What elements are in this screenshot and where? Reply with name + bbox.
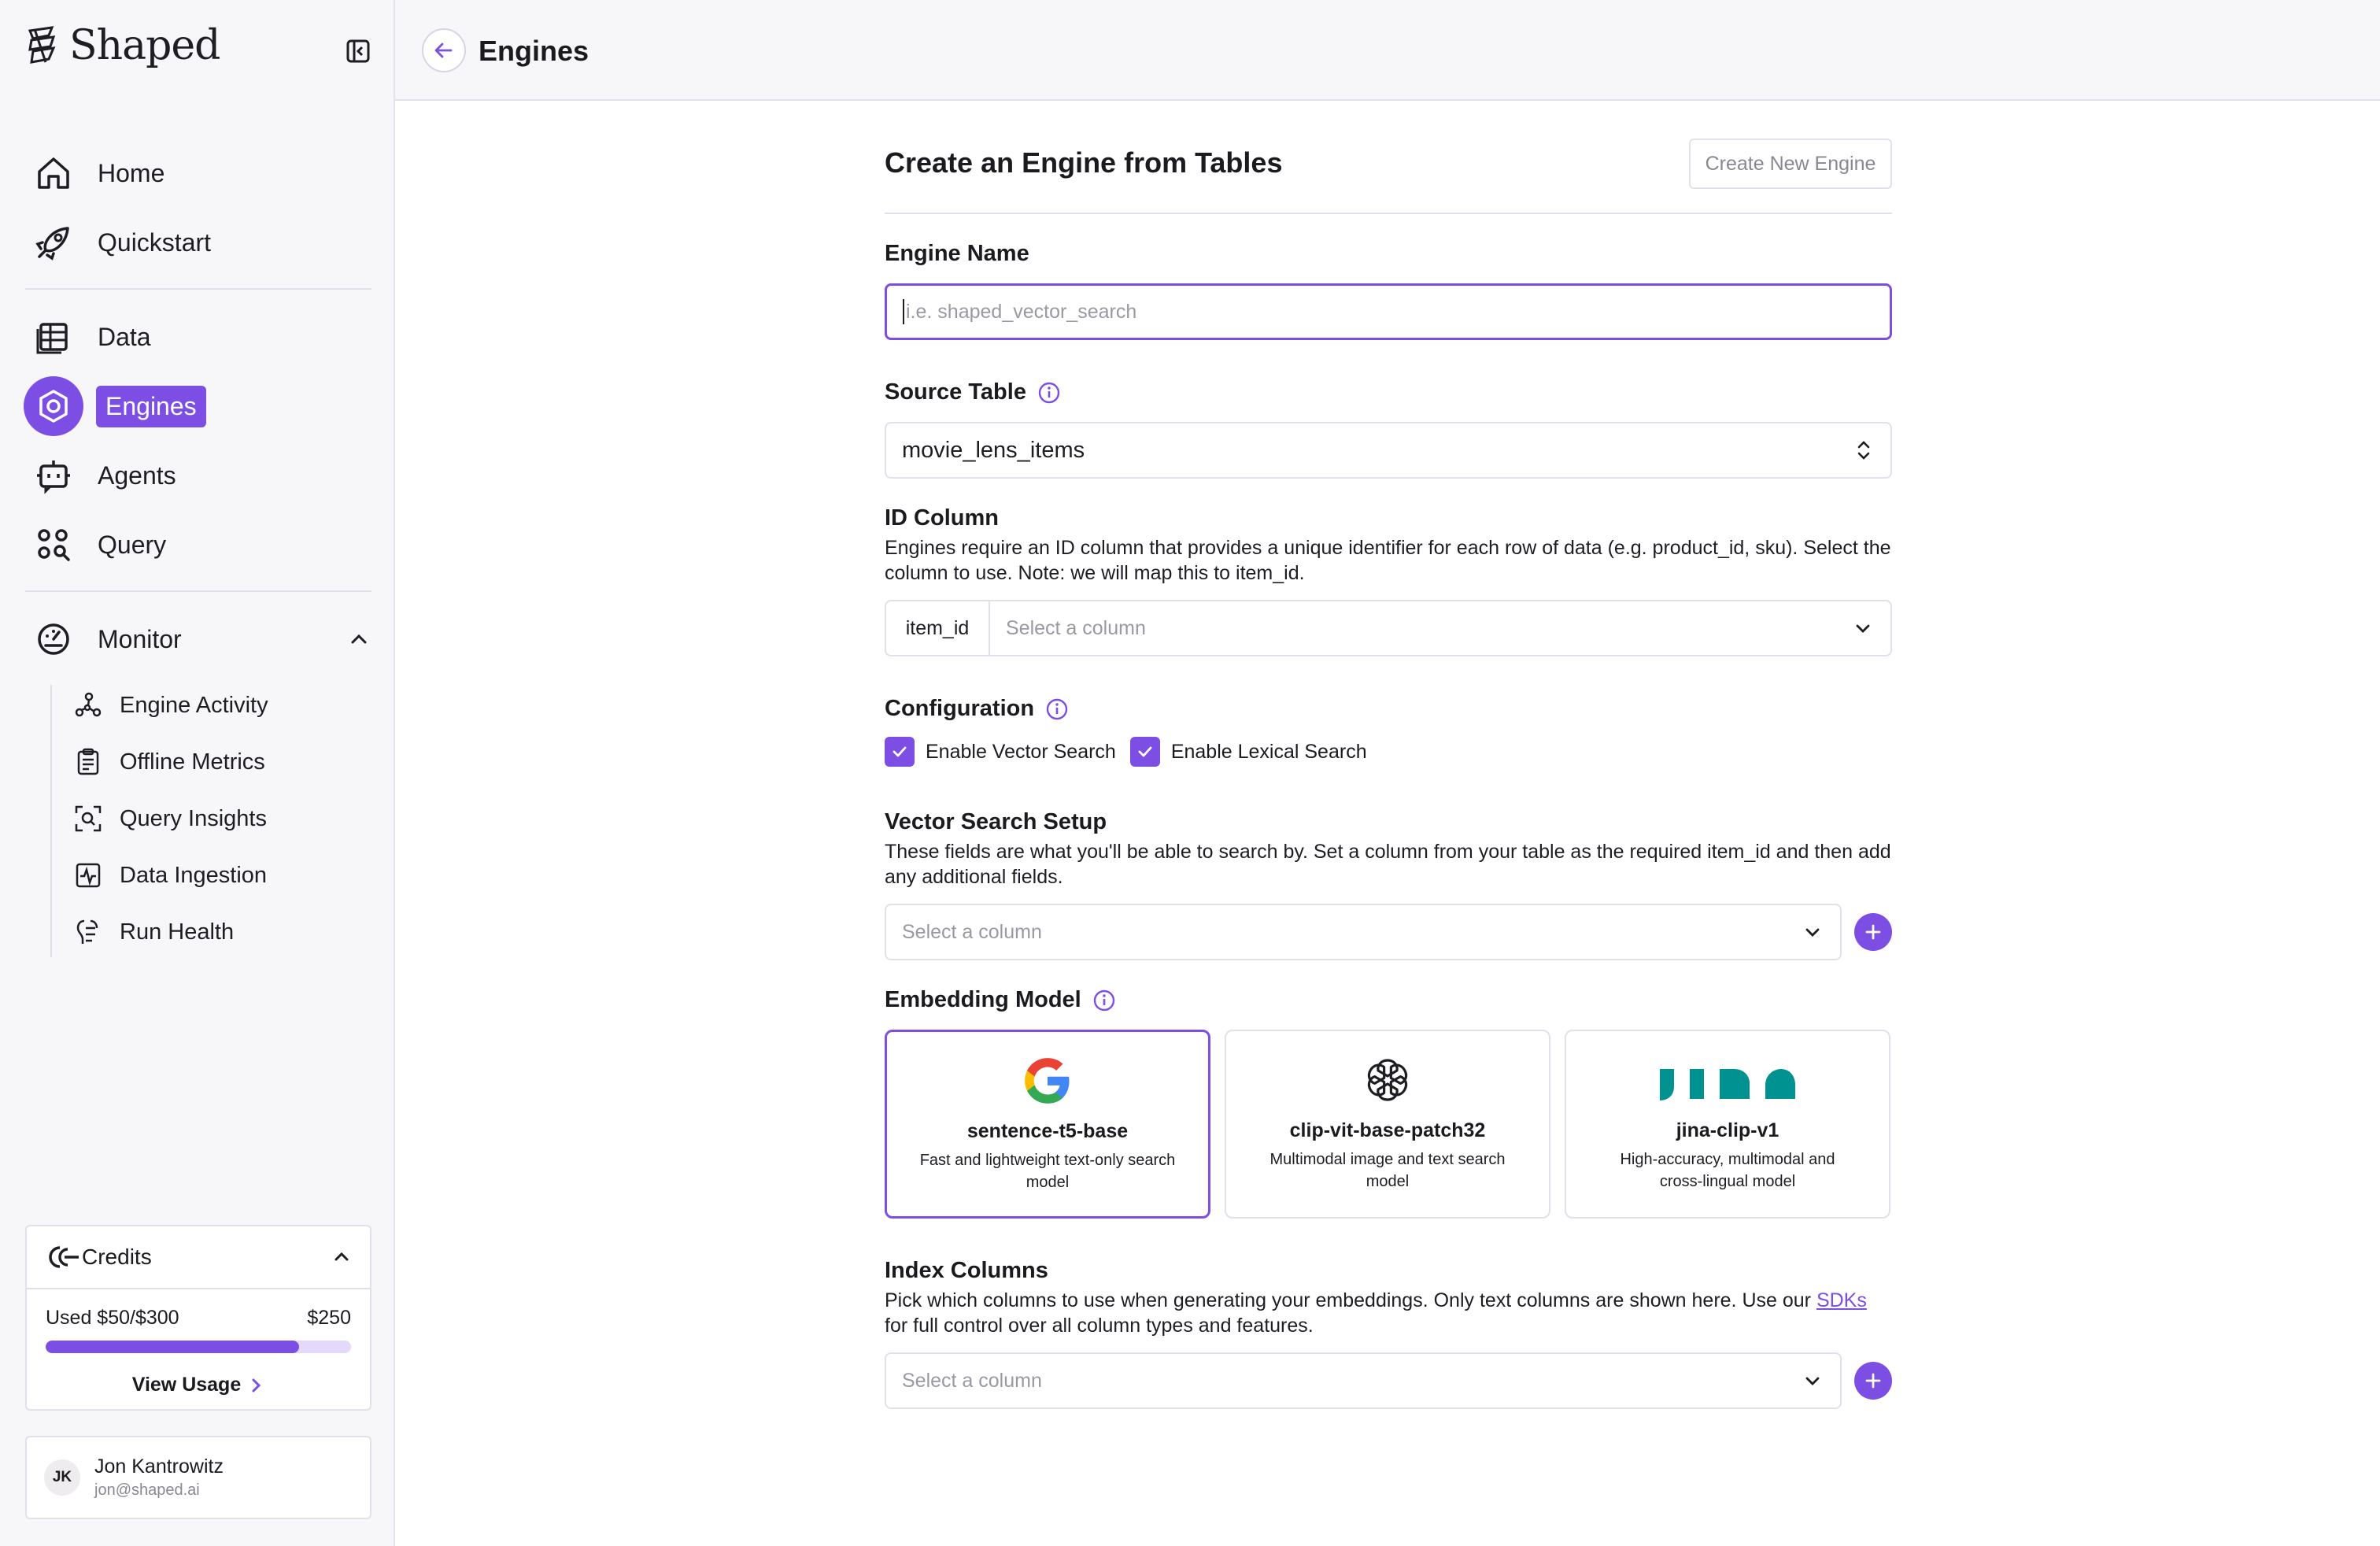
clipboard-icon [72, 746, 104, 778]
form-divider [885, 213, 1892, 214]
index-columns-help [885, 1288, 1892, 1338]
google-logo-icon [1022, 1054, 1074, 1108]
engine-name-label-text: Engine Name [885, 241, 1029, 266]
add-index-column-button[interactable] [1854, 1362, 1892, 1400]
enable-lexical-search-checkbox[interactable] [1130, 737, 1367, 767]
model-desc: Multimodal image and text search model [1269, 1151, 1506, 1190]
rocket-icon [24, 213, 83, 272]
nav-divider [25, 590, 371, 592]
credits-row [46, 1307, 351, 1330]
id-column-label-text: ID Column [885, 505, 999, 531]
nav-item-data[interactable] [24, 307, 151, 367]
model-desc: High-accuracy, multimodal and cross-lingual model [1620, 1151, 1835, 1190]
plus-icon [1863, 1370, 1883, 1391]
collapse-sidebar-icon[interactable] [345, 38, 371, 65]
vector-column-placeholder: Select a column [902, 920, 1042, 943]
sidebar [0, 0, 395, 1546]
id-column-placeholder: Select a column [1006, 616, 1146, 639]
chevron-down-icon [1851, 616, 1875, 640]
page-title: Engines [479, 35, 589, 67]
vector-setup-label [885, 809, 1107, 835]
info-icon[interactable] [1045, 697, 1069, 721]
create-new-engine-button[interactable]: Create New Engine [1689, 139, 1892, 189]
user-email: jon@shaped.ai [94, 1481, 200, 1499]
source-table-label-text: Source Table [885, 379, 1026, 405]
model-name: clip-vit-base-patch32 [1289, 1119, 1486, 1141]
index-columns-label [885, 1258, 1048, 1284]
bot-icon [24, 446, 83, 505]
gauge-icon [24, 609, 83, 669]
back-button[interactable] [422, 28, 466, 72]
sidebar-item-label: Query Insights [120, 805, 267, 831]
brand[interactable] [25, 22, 220, 69]
nav-item-quickstart[interactable] [24, 213, 211, 272]
sidebar-item-data-ingestion[interactable] [72, 856, 267, 894]
plus-icon [1863, 922, 1883, 942]
chevron-up-icon[interactable] [346, 627, 371, 652]
nav-label-quickstart: Quickstart [98, 227, 212, 257]
nav-item-engines[interactable] [24, 376, 206, 436]
avatar: JK [44, 1459, 80, 1496]
checkbox-checked[interactable] [1130, 737, 1160, 767]
nav-label-engines: Engines [96, 386, 206, 427]
nav-label-monitor: Monitor [98, 624, 182, 653]
sidebar-item-label: Data Ingestion [120, 862, 268, 888]
credits-card [25, 1225, 371, 1411]
nav-label-home: Home [98, 158, 165, 187]
configuration-checkboxes [885, 737, 1381, 767]
source-table-value: movie_lens_items [902, 437, 1085, 463]
vector-setup-label-text: Vector Search Setup [885, 809, 1107, 834]
credits-remaining: $250 [307, 1307, 351, 1329]
user-info [94, 1455, 224, 1500]
id-column-label [885, 505, 999, 531]
model-name: jina-clip-v1 [1676, 1119, 1779, 1141]
sidebar-item-query-insights[interactable] [72, 800, 267, 838]
brand-name: Shaped [69, 22, 220, 69]
engine-name-input[interactable] [885, 283, 1892, 340]
nav-item-query[interactable] [24, 515, 166, 575]
chevron-down-icon [1801, 920, 1824, 944]
home-icon [24, 143, 83, 203]
source-table-label [885, 379, 1061, 405]
chevron-down-icon [1801, 1369, 1824, 1393]
text-caret [903, 299, 904, 324]
view-usage-link[interactable] [46, 1374, 351, 1396]
chevron-right-icon [249, 1376, 264, 1395]
vector-setup-help: These fields are what you'll be able to search by. Set a column from your table as the required item_id and then add any additional fields. [885, 841, 1891, 888]
index-column-placeholder: Select a column [902, 1369, 1042, 1392]
nav-label-data: Data [98, 322, 151, 351]
hexagon-icon [24, 376, 83, 436]
user-card[interactable] [25, 1436, 371, 1519]
sidebar-item-offline-metrics[interactable] [72, 743, 265, 781]
model-card-sentence-t5-base[interactable] [885, 1030, 1210, 1219]
credits-icon [44, 1243, 80, 1271]
user-name: Jon Kantrowitz [94, 1455, 224, 1478]
source-table-select[interactable] [885, 422, 1892, 479]
nav-divider [25, 288, 371, 290]
embedding-model-options [885, 1030, 1890, 1219]
credits-body [27, 1289, 370, 1396]
configuration-label-text: Configuration [885, 696, 1035, 721]
id-column-prefix: item_id [886, 601, 990, 655]
info-icon[interactable] [1037, 381, 1061, 405]
jina-logo-icon [1658, 1053, 1797, 1107]
shaped-logo-icon [25, 24, 58, 67]
form-title: Create an Engine from Tables [885, 146, 1283, 179]
arrow-left-icon [432, 39, 456, 62]
embedding-model-label [885, 987, 1116, 1013]
check-icon [1136, 742, 1155, 761]
nav-item-agents[interactable] [24, 446, 176, 505]
pulse-icon [72, 860, 104, 891]
index-column-select[interactable] [885, 1352, 1842, 1409]
sdks-link[interactable]: SDKs [1816, 1289, 1867, 1311]
engine-name-label [885, 241, 1029, 267]
engine-name-placeholder: i.e. shaped_vector_search [906, 300, 1137, 323]
nav-item-home[interactable] [24, 143, 164, 203]
model-card-jina-clip-v1[interactable] [1565, 1030, 1890, 1219]
enable-lexical-search-label: Enable Lexical Search [1170, 740, 1367, 763]
chevron-updown-icon [1853, 437, 1875, 464]
info-icon[interactable] [1092, 989, 1116, 1012]
model-card-clip-vit-base-patch32[interactable] [1225, 1030, 1550, 1219]
submenu-line [50, 685, 52, 957]
health-icon [72, 916, 104, 948]
sidebar-item-label: Offline Metrics [120, 749, 265, 775]
credits-used: Used $50/$300 [46, 1307, 179, 1329]
model-name: sentence-t5-base [966, 1120, 1129, 1142]
add-vector-column-button[interactable] [1854, 913, 1892, 951]
configuration-label [885, 696, 1069, 722]
embedding-model-label-text: Embedding Model [885, 987, 1081, 1012]
query-icon [24, 515, 83, 575]
nav-label-agents: Agents [98, 460, 176, 490]
id-column-help: Engines require an ID column that provides a unique identifier for each row of data (e.g. product_id, sku). Select the column to use. Note: we will map this to item_id. [885, 537, 1891, 584]
index-columns-help-after: for full control over all column types and features. [885, 1315, 1314, 1337]
checkbox-checked[interactable] [885, 737, 915, 767]
credits-progress-fill [46, 1341, 299, 1353]
model-desc: Fast and lightweight text-only search model [919, 1152, 1176, 1191]
index-columns-label-text: Index Columns [885, 1258, 1048, 1283]
activity-icon [72, 690, 104, 721]
sidebar-item-label: Run Health [120, 919, 235, 945]
table-icon [24, 307, 83, 367]
credits-header[interactable] [27, 1226, 370, 1289]
nav-label-query: Query [98, 530, 167, 559]
chevron-up-icon[interactable] [331, 1246, 353, 1268]
credits-progress-track [46, 1341, 351, 1353]
view-usage-label: View Usage [131, 1374, 242, 1396]
index-columns-help-before: Pick which columns to use when generating your embeddings. Only text columns are shown here. Use our [885, 1289, 1816, 1311]
openai-logo-icon [1362, 1053, 1414, 1107]
check-icon [890, 742, 909, 761]
nav-item-monitor[interactable] [24, 609, 182, 669]
enable-vector-search-checkbox[interactable] [885, 737, 1116, 767]
credits-label: Credits [82, 1245, 152, 1269]
top-bar [395, 0, 2380, 101]
vector-column-select[interactable] [885, 904, 1842, 960]
sidebar-item-label: Engine Activity [120, 692, 268, 718]
sidebar-item-engine-activity[interactable] [72, 686, 268, 724]
enable-vector-search-label: Enable Vector Search [926, 740, 1116, 763]
scan-search-icon [72, 803, 104, 834]
id-column-select[interactable] [885, 600, 1892, 656]
sidebar-item-run-health[interactable] [72, 913, 234, 951]
